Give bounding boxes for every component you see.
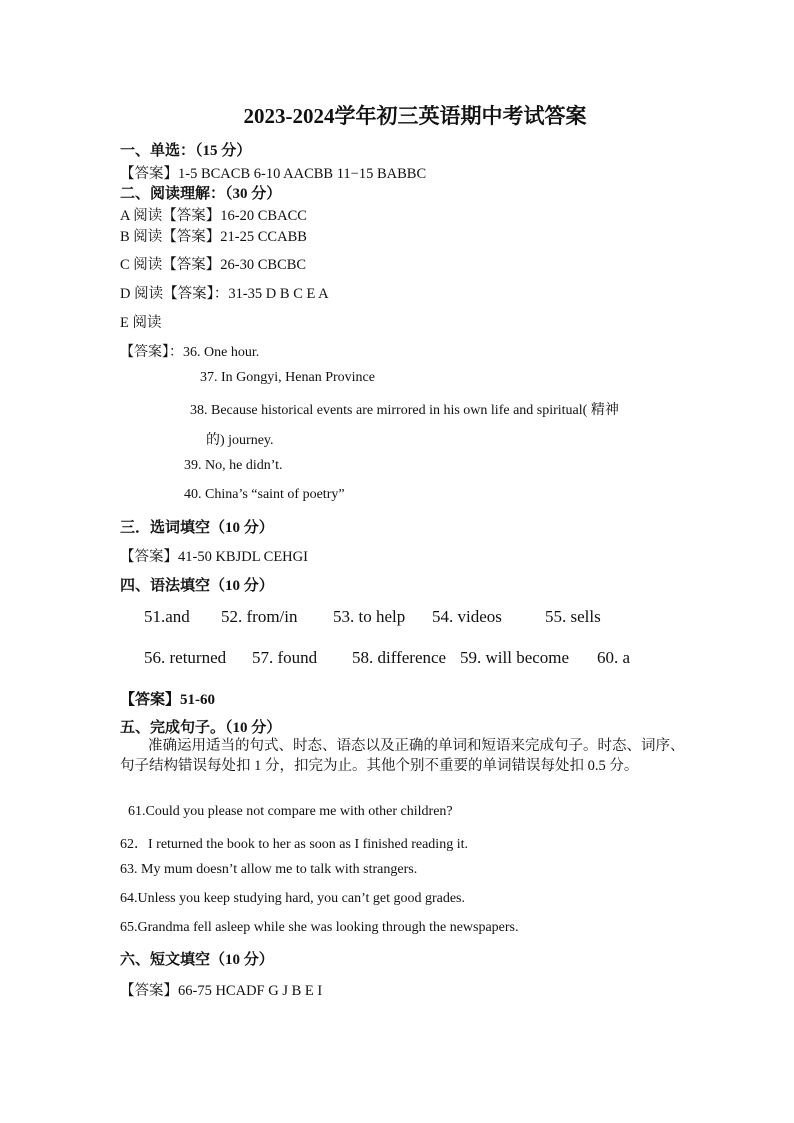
section-3-answer: 【答案】41-50 KBJDL CEHGI xyxy=(120,549,308,565)
section-6-answer: 【答案】66-75 HCADF G J B E I xyxy=(120,983,323,999)
grammar-answer-56: 56. returned xyxy=(144,648,227,667)
grammar-answer-55: 55. sells xyxy=(545,607,601,626)
reading-e-q38-line1: 38. Because historical events are mirrored in his own life and spiritual( 精神 xyxy=(190,403,619,418)
grammar-answer-53: 53. to help xyxy=(333,607,406,626)
page-title: 2023-2024学年初三英语期中考试答案 xyxy=(243,104,587,128)
grammar-answer-57: 57. found xyxy=(252,648,318,667)
sentence-65: 65.Grandma fell asleep while she was looking through the newspapers. xyxy=(120,920,519,935)
sentence-62: 62．I returned the book to her as soon as I finished reading it. xyxy=(120,837,468,852)
section-5-instruction: 准确运用适当的句式、时态、语态以及正确的单词和短语来完成句子。时态、词序、句子结构错误每处扣 1 分，扣完为止。其他个别不重要的单词错误每处扣 0.5 分。 xyxy=(120,738,685,774)
section-1-heading: 一、单选：（15 分） xyxy=(120,143,252,159)
reading-c-answer: C 阅读【答案】26-30 CBCBC xyxy=(120,257,307,273)
section-1-answer: 【答案】1-5 BCACB 6-10 AACBB 11−15 BABBC xyxy=(120,166,427,182)
reading-e-q40: 40. China’s “saint of poetry” xyxy=(184,487,345,502)
reading-e-q38-line2: 的) journey. xyxy=(206,433,274,448)
reading-e-q39: 39. No, he didn’t. xyxy=(184,458,283,473)
sentence-63: 63. My mum doesn’t allow me to talk with strangers. xyxy=(120,862,418,877)
section-6-heading: 六、短文填空（10 分） xyxy=(120,952,274,968)
reading-e-q37: 37. In Gongyi, Henan Province xyxy=(200,370,375,385)
reading-d-answer: D 阅读【答案】：31-35 D B C E A xyxy=(120,286,329,302)
sentence-64: 64.Unless you keep studying hard, you can’t get good grades. xyxy=(120,891,466,906)
reading-a-answer: A 阅读【答案】16-20 CBACC xyxy=(120,208,307,224)
grammar-answer-60: 60. a xyxy=(597,648,631,667)
reading-e-q36: 【答案】：36. One hour. xyxy=(120,345,260,360)
grammar-answer-58: 58. difference xyxy=(352,648,447,667)
grammar-answer-59: 59. will become xyxy=(460,648,570,667)
section-4-heading: 四、语法填空（10 分） xyxy=(120,578,274,594)
section-3-heading: 三．选词填空（10 分） xyxy=(120,520,274,536)
reading-e-label: E 阅读 xyxy=(120,315,162,331)
sentence-61: 61.Could you please not compare me with other children? xyxy=(128,804,453,819)
section-4-answer-label: 【答案】51-60 xyxy=(120,692,215,708)
grammar-answer-51: 51.and xyxy=(144,607,190,626)
section-2-heading: 二、阅读理解：（30 分） xyxy=(120,186,282,202)
reading-b-answer: B 阅读【答案】21-25 CCABB xyxy=(120,229,307,245)
section-5-heading: 五、完成句子。（10 分） xyxy=(120,720,282,736)
grammar-answer-54: 54. videos xyxy=(432,607,502,626)
grammar-answer-52: 52. from/in xyxy=(221,607,298,626)
